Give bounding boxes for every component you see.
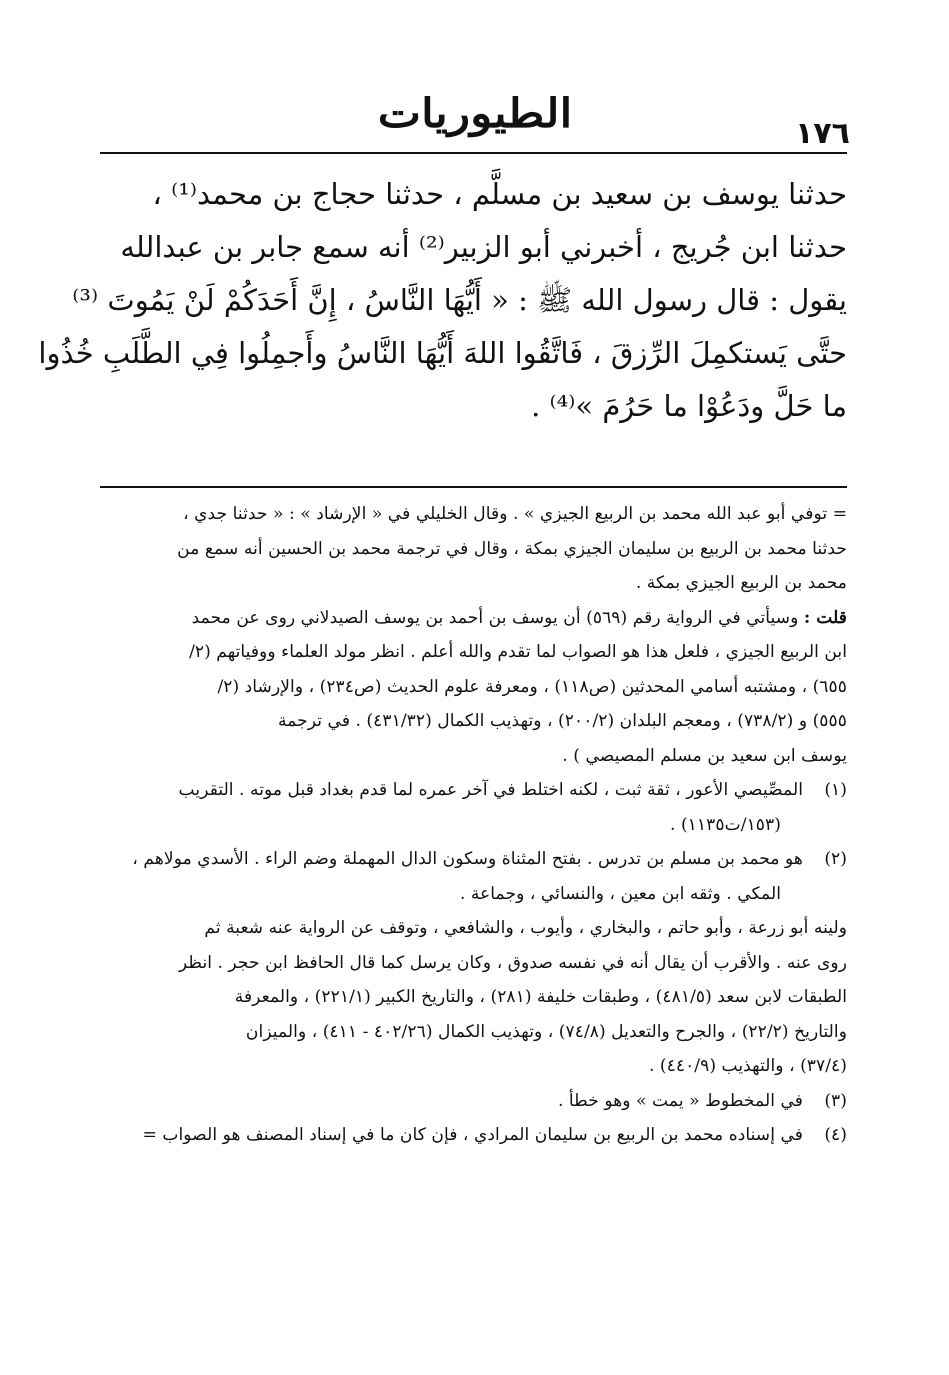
qultu-line: يوسف ابن سعيد بن مسلم المصيصي ) . xyxy=(562,745,847,766)
book-title: الطيوريات xyxy=(377,90,573,137)
footnote-number: (٣) xyxy=(824,1090,847,1111)
footnote-line: (٣٧/٤) ، والتهذيب (٤٤٠/٩) . xyxy=(648,1056,847,1076)
footnote-3 xyxy=(100,1084,847,1119)
footnote-1 xyxy=(100,773,847,842)
qultu-line: ابن الربيع الجيزي ، فلعل هذا هو الصواب لما تقدم والله أعلم . انظر مولد العلماء ووفياتهم (٢/ xyxy=(189,642,847,662)
main-text-line: يقول : قال رسول الله ﷺ : « أَيُّهَا النَّاسُ ، إِنَّ أَحَدَكُمْ لَنْ يَمُوتَ ⁽³⁾ xyxy=(72,283,847,317)
footnote-continuation-line: محمد بن الربيع الجيزي بمكة . xyxy=(635,573,847,593)
footnote-continuation-line: حدثنا محمد بن الربيع بن سليمان الجيزي بمكة ، وقال في ترجمة محمد بن الحسين أنه سمع من xyxy=(177,538,847,559)
footnote-divider xyxy=(100,486,847,488)
footnote-line: روى عنه . والأقرب أن يقال أنه في نفسه صدوق ، وكان يرسل كما قال الحافظ ابن حجر . انظر xyxy=(178,952,847,973)
qultu-line: ٥٥٥) و (٧٣٨/٢) ، ومعجم البلدان (٢٠٠/٢) ، وتهذيب الكمال (٤٣١/٣٢) . في ترجمة xyxy=(277,711,847,731)
main-text-line: حتَّى يَستكمِلَ الرِّزقَ ، فَاتَّقُوا اللهَ أَيُّهَا النَّاسُ وأَجمِلُوا فِي الطَّلَبِ خُذُوا xyxy=(38,336,847,370)
main-text-line: حدثنا يوسف بن سعيد بن مسلَّم ، حدثنا حجاج بن محمد⁽¹⁾ ، xyxy=(152,177,847,211)
header-divider xyxy=(100,152,847,154)
footnote-line: والتاريخ (٢٢/٢) ، والجرح والتعديل (٧٤/٨) ، وتهذيب الكمال (٤٠٢/٢٦ - ٤١١) ، والميزان xyxy=(245,1021,847,1042)
footnote-line: المكي . وثقه ابن معين ، والنسائي ، وجماعة . xyxy=(459,883,781,904)
main-text-line: ما حَلَّ ودَعُوْا ما حَرُمَ »⁽⁴⁾ . xyxy=(531,389,847,423)
footnote-line: في المخطوط « يمت » وهو خطأ . xyxy=(558,1090,803,1111)
qultu-line xyxy=(100,601,847,636)
footnote-line: ولينه أبو زرعة ، وأبو حاتم ، والبخاري ، وأيوب ، والشافعي ، وتوقف عن الرواية عنه شعبة ثم xyxy=(204,918,847,938)
footnote-line: في إسناده محمد بن الربيع بن سليمان المرادي ، فإن كان ما في إسناد المصنف هو الصواب = xyxy=(142,1125,803,1145)
page-number: ١٧٦ xyxy=(795,116,850,151)
footnote-line: المصِّيصي الأعور ، ثقة ثبت ، لكنه اختلط في آخر عمره لما قدم بغداد قبل موته . التقريب xyxy=(178,780,803,800)
qultu-label: قلت : xyxy=(803,607,847,628)
main-text xyxy=(38,168,847,433)
footnote-line: (١٥٣/ت١١٣٥) . xyxy=(670,814,781,835)
footnote-number: (١) xyxy=(824,780,847,800)
footnote-number: (٤) xyxy=(824,1125,847,1145)
qultu-text: وسيأتي في الرواية رقم (٥٦٩) أن يوسف بن أحمد بن يوسف الصيدلاني روى عن محمد xyxy=(191,607,804,628)
footnote-continuation-line: = توفي أبو عبد الله محمد بن الربيع الجيزي » . وقال الخليلي في « الإرشاد » : « حدثنا جدي ، xyxy=(183,504,847,524)
footnote-line: الطبقات لابن سعد (٤٨١/٥) ، وطبقات خليفة (٢٨١) ، والتاريخ الكبير (٢٢١/١) ، والمعرفة xyxy=(234,987,847,1007)
footnotes xyxy=(100,497,847,1153)
footnote-4 xyxy=(100,1118,847,1153)
footnote-line: هو محمد بن مسلم بن تدرس . بفتح المثناة وسكون الدال المهملة وضم الراء . الأسدي مولاهم ، xyxy=(132,849,803,869)
page-header xyxy=(100,88,850,158)
main-text-line: حدثنا ابن جُريج ، أخبرني أبو الزبير⁽²⁾ أنه سمع جابر بن عبدالله xyxy=(120,230,847,264)
qultu-line: ٦٥٥) ، ومشتبه أسامي المحدثين (ص١١٨) ، ومعرفة علوم الحديث (ص٢٣٤) ، والإرشاد (٢/ xyxy=(217,676,847,697)
footnote-2 xyxy=(100,842,847,911)
footnote-number: (٢) xyxy=(824,849,847,869)
